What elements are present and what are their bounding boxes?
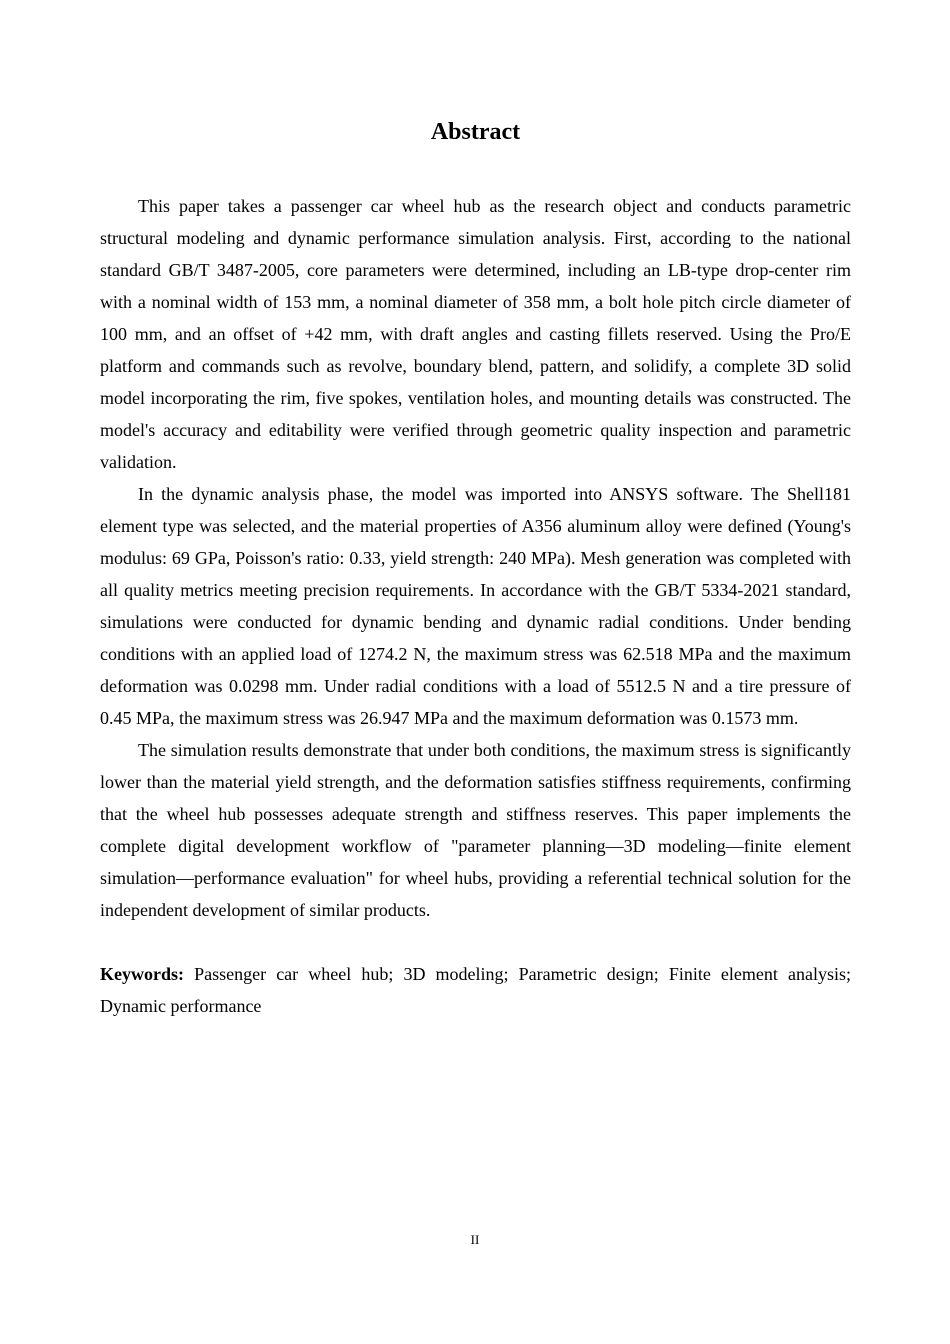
keywords-line: [100, 958, 851, 1022]
abstract-paragraph-3: The simulation results demonstrate that under both conditions, the maximum stress is significantly lower than the material yield strength, and the deformation satisfies stiffness requirements, confirming that the wheel hub possesses adequate strength and stiffness reserves. This paper implements the complete digital development workflow of "parameter planning—3D modeling—finite element simulation—performance evaluation" for wheel hubs, providing a referential technical solution for the independent development of similar products.: [100, 740, 851, 920]
abstract-paragraph-1: This paper takes a passenger car wheel hub as the research object and conducts parametric structural modeling and dynamic performance simulation analysis. First, according to the national standard GB/T 3487-2005, core parameters were determined, including an LB-type drop-center rim with a nominal width of 153 mm, a nominal diameter of 358 mm, a bolt hole pitch circle diameter of 100 mm, and an offset of +42 mm, with draft angles and casting fillets reserved. Using the Pro/E platform and commands such as revolve, boundary blend, pattern, and solidify, a complete 3D solid model incorporating the rim, five spokes, ventilation holes, and mounting details was constructed. The model's accuracy and editability were verified through geometric quality inspection and parametric validation.: [100, 196, 851, 472]
abstract-title: Abstract: [430, 119, 521, 145]
page-number: II: [470, 1232, 480, 1247]
keywords-label: Keywords:: [100, 964, 184, 984]
abstract-paragraph-2: In the dynamic analysis phase, the model was imported into ANSYS software. The Shell181 element type was selected, and the material properties of A356 aluminum alloy were defined (Young's modulus: 69 GPa, Poisson's ratio: 0.33, yield strength: 240 MPa). Mesh generation was completed with all quality metrics meeting precision requirements. In accordance with the GB/T 5334-2021 standard, simulations were conducted for dynamic bending and dynamic radial conditions. Under bending conditions with an applied load of 1274.2 N, the maximum stress was 62.518 MPa and the maximum deformation was 0.0298 mm. Under radial conditions with a load of 5512.5 N and a tire pressure of 0.45 MPa, the maximum stress was 26.947 MPa and the maximum deformation was 0.1573 mm.: [100, 484, 851, 728]
keywords-text: Passenger car wheel hub; 3D modeling; Parametric design; Finite element analysis; Dynamic performance: [100, 964, 851, 1016]
abstract-page: [100, 116, 851, 1022]
